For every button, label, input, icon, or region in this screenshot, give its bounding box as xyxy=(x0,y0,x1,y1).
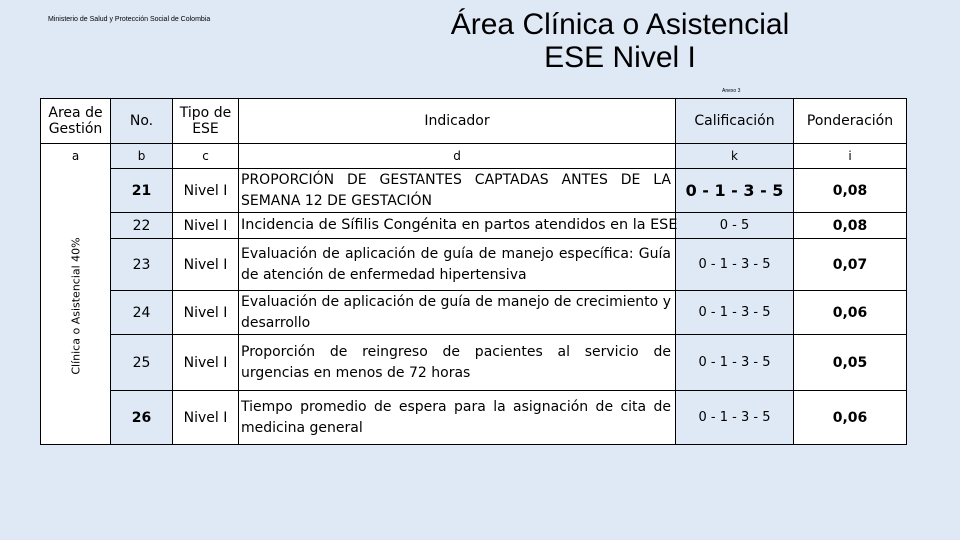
row-no: 24 xyxy=(111,291,173,335)
row-calificacion: 0 - 1 - 3 - 5 xyxy=(676,391,794,445)
row-ponderacion: 0,05 xyxy=(794,335,907,391)
row-calificacion: 0 - 1 - 3 - 5 xyxy=(676,169,794,213)
letter-b: b xyxy=(111,144,173,169)
col-header-ponderacion: Ponderación xyxy=(794,99,907,144)
title-line-2: ESE Nivel I xyxy=(544,41,696,74)
row-ponderacion: 0,07 xyxy=(794,239,907,291)
row-calificacion: 0 - 5 xyxy=(676,213,794,239)
col-header-no: No. xyxy=(111,99,173,144)
letter-d: d xyxy=(239,144,676,169)
ministry-label: Ministerio de Salud y Protección Social de Colombia xyxy=(48,16,211,23)
col-header-calificacion: Calificación xyxy=(676,99,794,144)
row-tipo: Nivel I xyxy=(173,169,239,213)
page-title xyxy=(420,8,820,74)
row-indicador: Evaluación de aplicación de guía de manejo de crecimiento y desarrollo xyxy=(239,291,676,335)
row-no: 26 xyxy=(111,391,173,445)
col-header-tipo: Tipo de ESE xyxy=(173,99,239,144)
row-tipo: Nivel I xyxy=(173,335,239,391)
row-indicador: Tiempo promedio de espera para la asignación de cita de medicina general xyxy=(239,391,676,445)
row-no: 21 xyxy=(111,169,173,213)
row-ponderacion: 0,08 xyxy=(794,213,907,239)
table-row xyxy=(41,391,907,445)
row-ponderacion: 0,06 xyxy=(794,391,907,445)
row-ponderacion: 0,08 xyxy=(794,169,907,213)
row-tipo: Nivel I xyxy=(173,239,239,291)
row-tipo: Nivel I xyxy=(173,213,239,239)
row-no: 22 xyxy=(111,213,173,239)
header-row xyxy=(41,99,907,144)
letter-c: c xyxy=(173,144,239,169)
letter-k: k xyxy=(676,144,794,169)
row-indicador: PROPORCIÓN DE GESTANTES CAPTADAS ANTES DE LA SEMANA 12 DE GESTACIÓN xyxy=(239,169,676,213)
row-indicador: Evaluación de aplicación de guía de manejo específica: Guía de atención de enfermedad hipertensiva xyxy=(239,239,676,291)
letters-row xyxy=(41,144,907,169)
annex-label: Anexo 3 xyxy=(722,88,741,94)
row-no: 23 xyxy=(111,239,173,291)
table-row xyxy=(41,335,907,391)
col-header-area: Area de Gestión xyxy=(41,99,111,144)
row-indicador: Incidencia de Sífilis Congénita en partos atendidos en la ESE xyxy=(239,213,676,239)
area-label: Clínica o Asistencial 40% xyxy=(69,237,82,375)
row-tipo: Nivel I xyxy=(173,391,239,445)
indicators-table xyxy=(40,98,907,445)
row-indicador: Proporción de reingreso de pacientes al servicio de urgencias en menos de 72 horas xyxy=(239,335,676,391)
title-line-1: Área Clínica o Asistencial xyxy=(450,8,790,41)
row-tipo: Nivel I xyxy=(173,291,239,335)
row-calificacion: 0 - 1 - 3 - 5 xyxy=(676,239,794,291)
letter-a: a xyxy=(41,144,111,169)
table-row xyxy=(41,239,907,291)
row-calificacion: 0 - 1 - 3 - 5 xyxy=(676,335,794,391)
table-row xyxy=(41,169,907,213)
row-calificacion: 0 - 1 - 3 - 5 xyxy=(676,291,794,335)
table-row xyxy=(41,213,907,239)
letter-i: i xyxy=(794,144,907,169)
area-cell xyxy=(41,169,111,445)
row-no: 25 xyxy=(111,335,173,391)
row-ponderacion: 0,06 xyxy=(794,291,907,335)
table-row xyxy=(41,291,907,335)
col-header-indicador: Indicador xyxy=(239,99,676,144)
